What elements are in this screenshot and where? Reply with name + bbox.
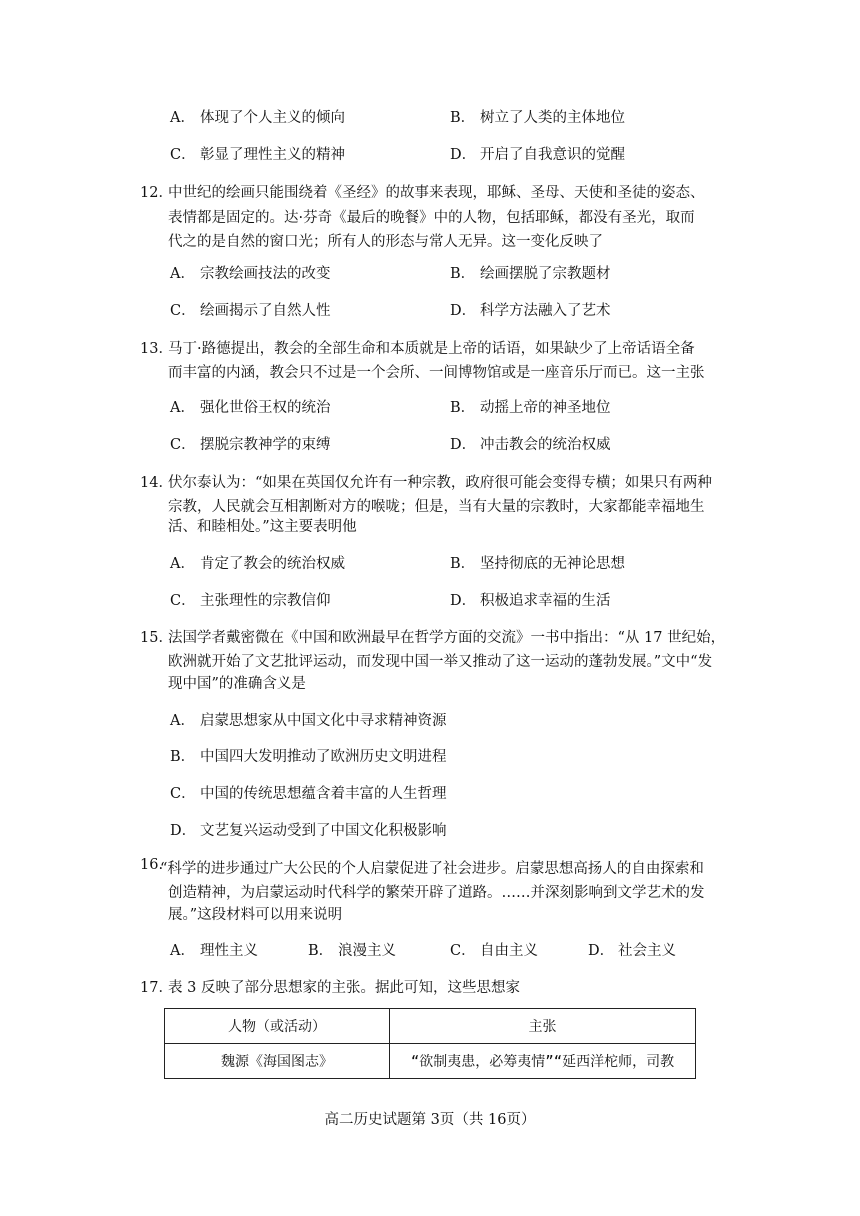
question-13-stem-line: 马丁·路德提出，教会的全部生命和本质就是上帝的话语，如果缺少了上帝话语全备 xyxy=(168,341,695,357)
option-text: 树立了人类的主体地位 xyxy=(480,110,625,126)
question-16-stem-line: “科学的进步通过广大公民的个人启蒙促进了社会进步。启蒙思想高扬人的自由探索和 xyxy=(160,861,704,877)
option-text: 文艺复兴运动受到了中国文化积极影响 xyxy=(200,823,447,839)
option-letter: B． xyxy=(450,110,476,126)
option-text: 动摇上帝的神圣地位 xyxy=(480,400,611,416)
option-text: 彰显了理性主义的精神 xyxy=(200,147,345,163)
question-14-stem-line: 宗教，人民就会互相割断对方的喉咙；但是，当有大量的宗教时，大家都能幸福地生 xyxy=(168,499,705,515)
option-text: 开启了自我意识的觉醒 xyxy=(480,147,625,163)
option-letter: D． xyxy=(588,943,615,959)
option-b xyxy=(450,262,611,283)
option-c xyxy=(450,939,538,960)
option-text: 主张理性的宗教信仰 xyxy=(200,593,331,609)
question-12-stem-line: 表情都是固定的。达·芬奇《最后的晚餐》中的人物，包括耶稣，都没有圣光，取而 xyxy=(168,210,695,226)
option-letter: D． xyxy=(450,593,477,609)
option-text: 绘画摆脱了宗教题材 xyxy=(480,266,611,282)
option-c xyxy=(170,782,447,803)
option-letter: B． xyxy=(450,266,476,282)
option-letter: A． xyxy=(170,943,195,959)
option-text: 体现了个人主义的倾向 xyxy=(200,110,345,126)
option-letter: D． xyxy=(170,823,197,839)
option-letter: C． xyxy=(170,437,196,453)
option-letter: A． xyxy=(170,266,195,282)
option-d xyxy=(170,819,447,840)
option-a xyxy=(170,709,447,730)
option-text: 绘画揭示了自然人性 xyxy=(200,303,331,319)
option-text: 肯定了教会的统治权威 xyxy=(200,556,345,572)
table-header-cell: 人物（或活动） xyxy=(165,1009,390,1044)
question-15-stem-line: 现中国”的准确含义是 xyxy=(168,676,306,692)
question-12-stem-line: 中世纪的绘画只能围绕着《圣经》的故事来表现，耶稣、圣母、天使和圣徒的姿态、 xyxy=(168,185,705,201)
question-16-stem-line: 创造精神，为启蒙运动时代科学的繁荣开辟了道路。……并深刻影响到文学艺术的发 xyxy=(168,885,705,901)
question-14-stem-line: 活、和睦相处。”这主要表明他 xyxy=(168,519,357,535)
option-text: 启蒙思想家从中国文化中寻求精神资源 xyxy=(200,713,447,729)
question-12-stem-line: 代之的是自然的窗口光；所有人的形态与常人无异。这一变化反映了 xyxy=(168,234,603,250)
table-cell: 魏源《海国图志》 xyxy=(165,1044,390,1079)
option-c xyxy=(170,589,331,610)
option-letter: A． xyxy=(170,400,195,416)
question-15-number: 15． xyxy=(140,630,173,646)
option-letter: D． xyxy=(450,303,477,319)
option-text: 理性主义 xyxy=(200,943,258,959)
option-b xyxy=(308,939,396,960)
option-text: 中国的传统思想蕴含着丰富的人生哲理 xyxy=(200,786,447,802)
option-text: 浪漫主义 xyxy=(338,943,396,959)
option-letter: D． xyxy=(450,437,477,453)
question-14-stem-line: 伏尔泰认为：“如果在英国仅允许有一种宗教，政府很可能会变得专横；如果只有两种 xyxy=(168,475,712,491)
question-15-stem-line: 欧洲就开始了文艺批评运动，而发现中国一举又推动了这一运动的蓬勃发展。”文中“发 xyxy=(168,654,713,670)
option-d xyxy=(588,939,676,960)
option-a xyxy=(170,552,345,573)
option-b xyxy=(450,396,611,417)
question-16-number: 16. xyxy=(140,857,164,873)
option-text: 摆脱宗教神学的束缚 xyxy=(200,437,331,453)
option-letter: B． xyxy=(450,400,476,416)
option-letter: C． xyxy=(170,593,196,609)
table-header-row xyxy=(165,1009,696,1044)
option-letter: C． xyxy=(170,303,196,319)
question-14-number: 14． xyxy=(140,475,173,491)
option-text: 自由主义 xyxy=(480,943,538,959)
option-letter: C． xyxy=(170,786,196,802)
option-letter: B． xyxy=(308,943,334,959)
option-d xyxy=(450,143,625,164)
option-letter: B． xyxy=(170,749,196,765)
option-text: 中国四大发明推动了欧洲历史文明进程 xyxy=(200,749,447,765)
option-text: 坚持彻底的无神论思想 xyxy=(480,556,625,572)
option-a xyxy=(170,939,258,960)
option-d xyxy=(450,299,611,320)
option-c xyxy=(170,143,345,164)
option-c xyxy=(170,433,331,454)
option-text: 社会主义 xyxy=(618,943,676,959)
option-text: 宗教绘画技法的改变 xyxy=(200,266,331,282)
table-row xyxy=(165,1044,696,1079)
question-13-number: 13． xyxy=(140,341,173,357)
option-d xyxy=(450,433,611,454)
question-16-stem-line: 展。”这段材料可以用来说明 xyxy=(168,907,343,923)
option-text: 冲击教会的统治权威 xyxy=(480,437,611,453)
option-letter: A． xyxy=(170,713,195,729)
option-a xyxy=(170,106,345,127)
option-letter: B． xyxy=(450,556,476,572)
option-b xyxy=(450,106,625,127)
option-a xyxy=(170,396,331,417)
option-letter: C． xyxy=(450,943,476,959)
table-header-cell: 主张 xyxy=(390,1009,696,1044)
table-cell: “欲制夷患，必筹夷情”“延西洋柁师，司教 xyxy=(390,1044,696,1079)
option-b xyxy=(450,552,625,573)
option-letter: C． xyxy=(170,147,196,163)
option-text: 积极追求幸福的生活 xyxy=(480,593,611,609)
option-letter: D． xyxy=(450,147,477,163)
option-d xyxy=(450,589,611,610)
option-letter: A． xyxy=(170,556,195,572)
question-17-number: 17． xyxy=(140,980,173,996)
question-13-stem-line: 而丰富的内涵，教会只不过是一个会所、一间博物馆或是一座音乐厅而已。这一主张 xyxy=(168,365,705,381)
option-b xyxy=(170,745,447,766)
option-text: 强化世俗王权的统治 xyxy=(200,400,331,416)
page-footer: 高二历史试题第 3页（共 16页） xyxy=(324,1112,536,1128)
question-15-stem-line: 法国学者戴密微在《中国和欧洲最早在哲学方面的交流》一书中指出：“从 17 世纪始， xyxy=(168,630,726,646)
option-a xyxy=(170,262,331,283)
question-12-number: 12． xyxy=(140,185,173,201)
table-3 xyxy=(164,1008,696,1079)
question-17-stem-line: 表 3 反映了部分思想家的主张。据此可知，这些思想家 xyxy=(168,980,520,996)
option-text: 科学方法融入了艺术 xyxy=(480,303,611,319)
option-c xyxy=(170,299,331,320)
option-letter: A． xyxy=(170,110,195,126)
